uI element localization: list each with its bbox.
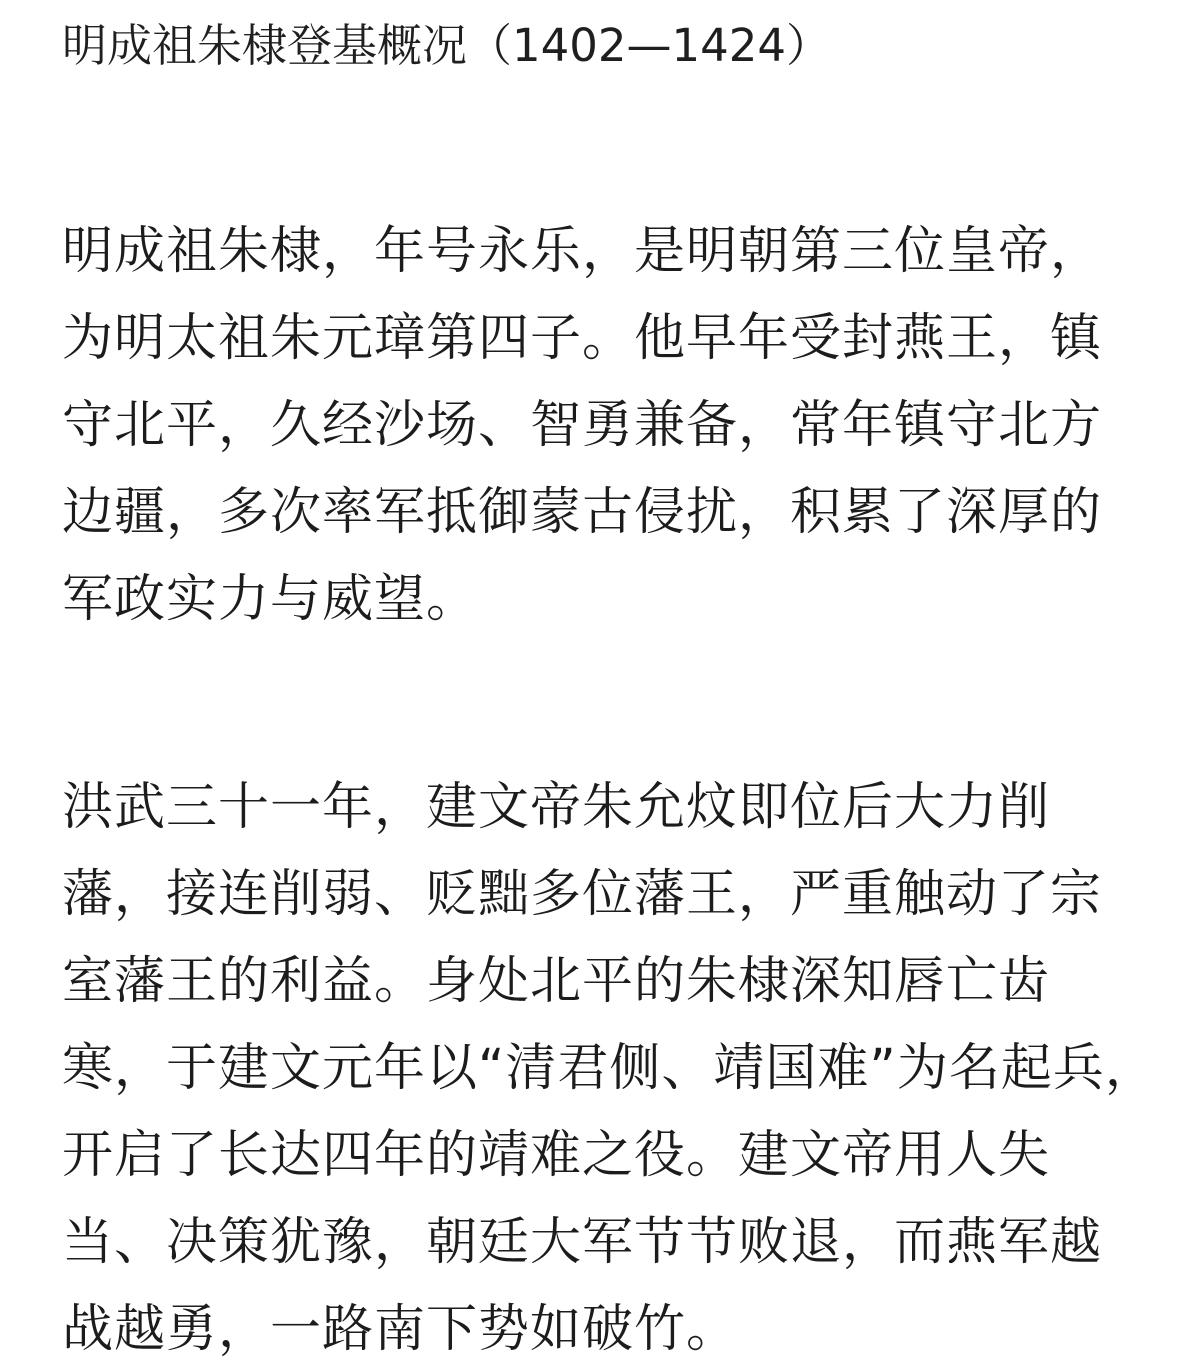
paragraph-line: 室藩王的利益。身处北平的朱棣深知唇亡齿 — [62, 952, 1051, 1011]
paragraph-1 — [62, 208, 1122, 643]
paragraph-line: 军政实力与威望。 — [62, 570, 479, 629]
paragraph-line: 开启了长达四年的靖难之役。建文帝用人失 — [62, 1126, 1051, 1185]
paragraph-line: 藩，接连削弱、贬黜多位藩王，严重触动了宗 — [62, 865, 1103, 924]
paragraph-line: 当、决策犹豫，朝廷大军节节败退，而燕军越 — [62, 1213, 1103, 1272]
paragraph-line: 为明太祖朱元璋第四子。他早年受封燕王，镇 — [62, 309, 1103, 368]
article-title: 明成祖朱棣登基概况（1402—1424） — [62, 19, 832, 72]
paragraph-2 — [62, 764, 1157, 1357]
paragraph-line: 边疆，多次率军抵御蒙古侵扰，积累了深厚的 — [62, 483, 1103, 542]
paragraph-line: 守北平，久经沙场、智勇兼备，常年镇守北方 — [62, 396, 1103, 455]
paragraph-line: 战越勇，一路南下势如破竹。 — [62, 1300, 739, 1357]
paragraph-line: 明成祖朱棣，年号永乐，是明朝第三位皇帝， — [62, 222, 1103, 281]
paragraph-line: 洪武三十一年，建文帝朱允炆即位后大力削 — [62, 778, 1051, 837]
paragraph-line: 寒，于建文元年以“清君侧、靖国难”为名起兵， — [62, 1039, 1157, 1098]
